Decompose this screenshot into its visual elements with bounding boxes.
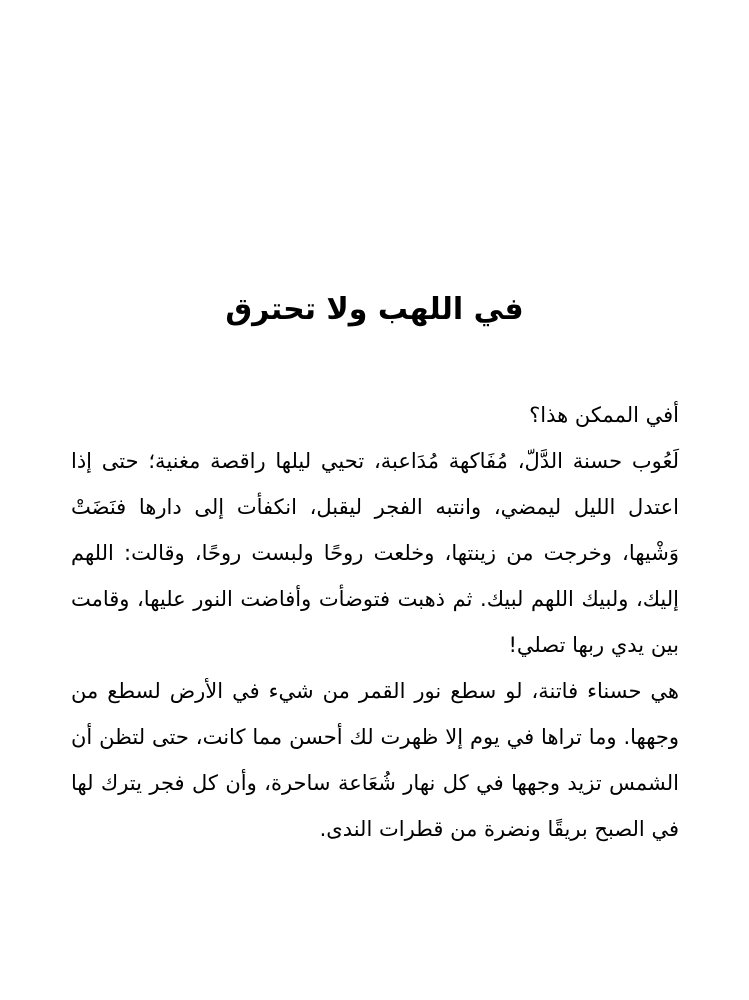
paragraph-question: أفي الممكن هذا؟ [529,403,679,427]
body-text [71,392,679,852]
page-title: في اللهب ولا تحترق [225,292,524,327]
paragraph-beauty: هي حسناء فاتنة، لو سطع نور القمر من شيء في الأرض لسطع من وجهها. وما تراها في يوم إلا ظهرت لك أحسن مما كانت، حتى لتظن أن الشمس تزيد وجهها في كل نهار شُعَاعة ساحرة، وأن كل فجر يترك لها في الصبح بريقًا ونضرة من قطرات الندى. [71,679,679,841]
paragraph-dancer: لَعُوب حسنة الدَّلّ، مُفَاكهة مُدَاعبة، تحيي ليلها راقصة مغنية؛ حتى إذا اعتدل الليل ليمضي، وانتبه الفجر ليقبل، انكفأت إلى دارها فنَضَتْ وَشْيها، وخرجت من زينتها، وخلعت روحًا ولبست روحًا، وقالت: اللهم إليك، ولبيك اللهم لبيك. ثم ذهبت فتوضأت وأفاضت النور عليها، وقامت بين يدي ربها تصلي! [71,449,679,657]
